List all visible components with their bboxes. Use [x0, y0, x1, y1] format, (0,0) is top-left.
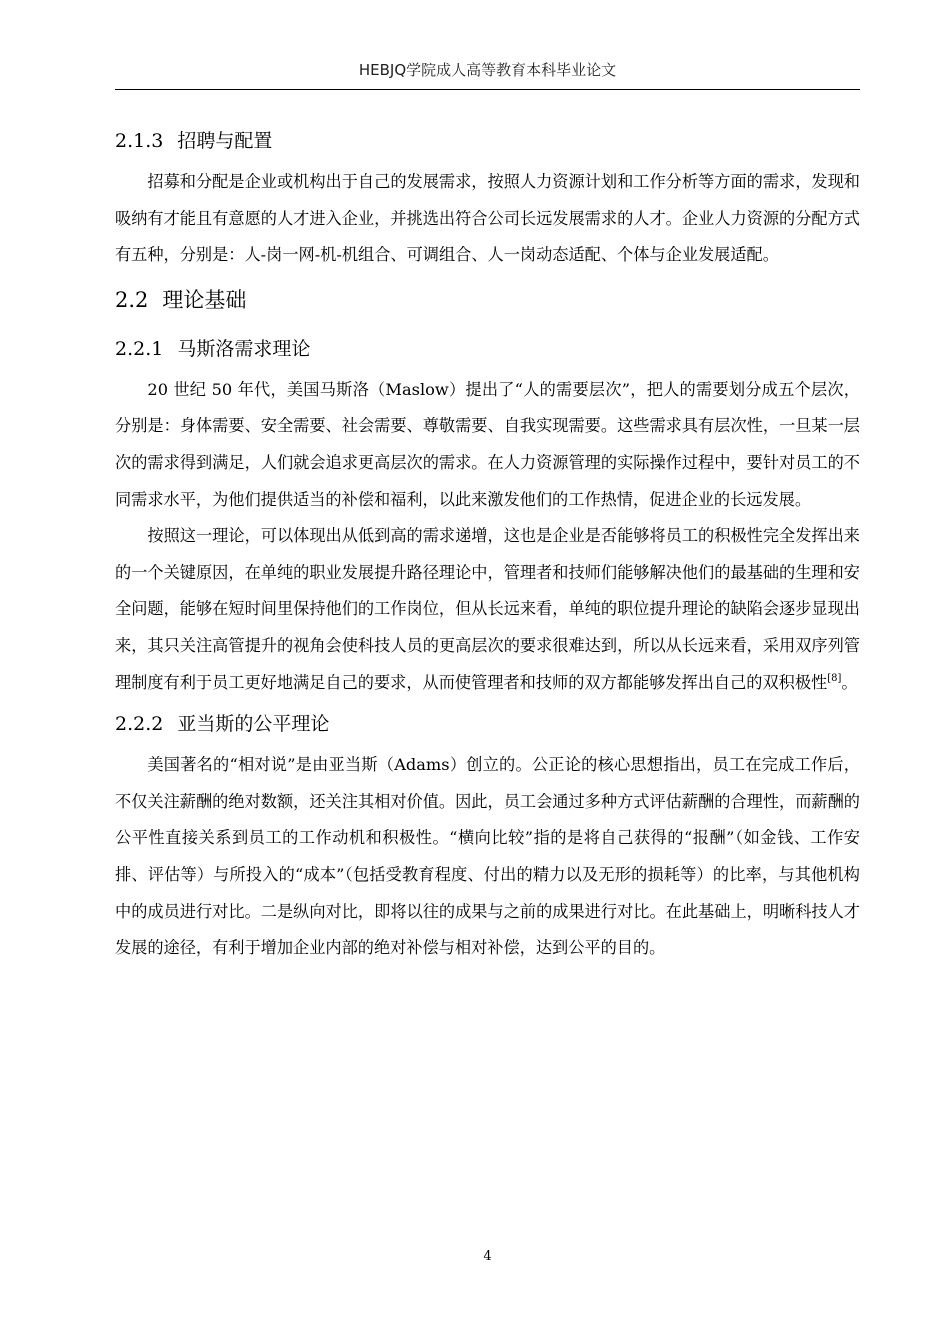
section-title: 马斯洛需求理论: [177, 337, 311, 360]
section-title: 理论基础: [162, 287, 247, 312]
paragraph: 招募和分配是企业或机构出于自己的发展需求，按照人力资源计划和工作分析等方面的需求，发现和吸纳有才能且有意愿的人才进入企业，并挑选出符合公司长远发展需求的人才。企业人力资源的分配方式有五种，分别是：人-岗一网-机-机组合、可调组合、人一岗动态适配、个体与企业发展适配。: [115, 172, 860, 265]
section-heading-2-2-2: [115, 701, 860, 747]
section-heading-2-2-1: [115, 326, 860, 372]
section-number: 2.2.1: [115, 337, 164, 360]
header-rule: [115, 89, 860, 90]
running-header: HEBJQ学院成人高等教育本科毕业论文: [358, 61, 617, 79]
page-content: [115, 118, 860, 967]
paragraph: 美国著名的“相对说”是由亚当斯（Adams）创立的。公正论的核心思想指出，员工在完成工作后，不仅关注薪酬的绝对数额，还关注其相对价值。因此，员工会通过多种方式评估薪酬的合理性，而薪酬的公平性直接关系到员工的工作动机和积极性。“横向比较”指的是将自己获得的“报酬”（如金钱、工作安排、评估等）与所投入的“成本”（包括受教育程度、付出的精力以及无形的损耗等）的比率，与其他机构中的成员进行对比。二是纵向对比，即将以往的成果与之前的成果进行对比。在此基础上，明晰科技人才发展的途径，有利于增加企业内部的绝对补偿与相对补偿，达到公平的目的。: [115, 755, 860, 958]
section-number: 2.1.3: [115, 130, 164, 152]
section-heading-2-1-3: [115, 118, 860, 164]
section-number: 2.2.2: [115, 713, 164, 736]
paragraph: [115, 518, 860, 701]
page-number: 4: [483, 1249, 492, 1264]
section-title: 招聘与配置: [177, 130, 273, 152]
section-title: 亚当斯的公平理论: [177, 713, 330, 736]
paragraph-end: 。: [841, 672, 858, 692]
section-heading-2-2: [115, 274, 860, 326]
paragraph: 20 世纪 50 年代，美国马斯洛（Maslow）提出了“人的需要层次”，把人的需要划分成五个层次，分别是：身体需要、安全需要、社会需要、尊敬需要、自我实现需要。这些需求具有层次性，一旦某一层次的需求得到满足，人们就会追求更高层次的需求。在人力资源管理的实际操作过程中，要针对员工的不同需求水平，为他们提供适当的补偿和福利，以此来激发他们的工作热情，促进企业的长远发展。: [115, 379, 860, 509]
paragraph-text: 按照这一理论，可以体现出从低到高的需求递增，这也是企业是否能够将员工的积极性完全发挥出来的一个关键原因，在单纯的职业发展提升路径理论中，管理者和技师们能够解决他们的最基础的生理和安全问题，能够在短时间里保持他们的工作岗位，但从长远来看，单纯的职位提升理论的缺陷会逐步显现出来，其只关注高管提升的视角会使科技人员的更高层次的要求很难达到，所以从长远来看，采用双序列管理制度有利于员工更好地满足自己的要求，从而使管理者和技师的双方都能够发挥出自己的双积极性: [115, 526, 860, 692]
section-number: 2.2: [115, 287, 149, 312]
citation-marker: [8]: [827, 672, 842, 684]
